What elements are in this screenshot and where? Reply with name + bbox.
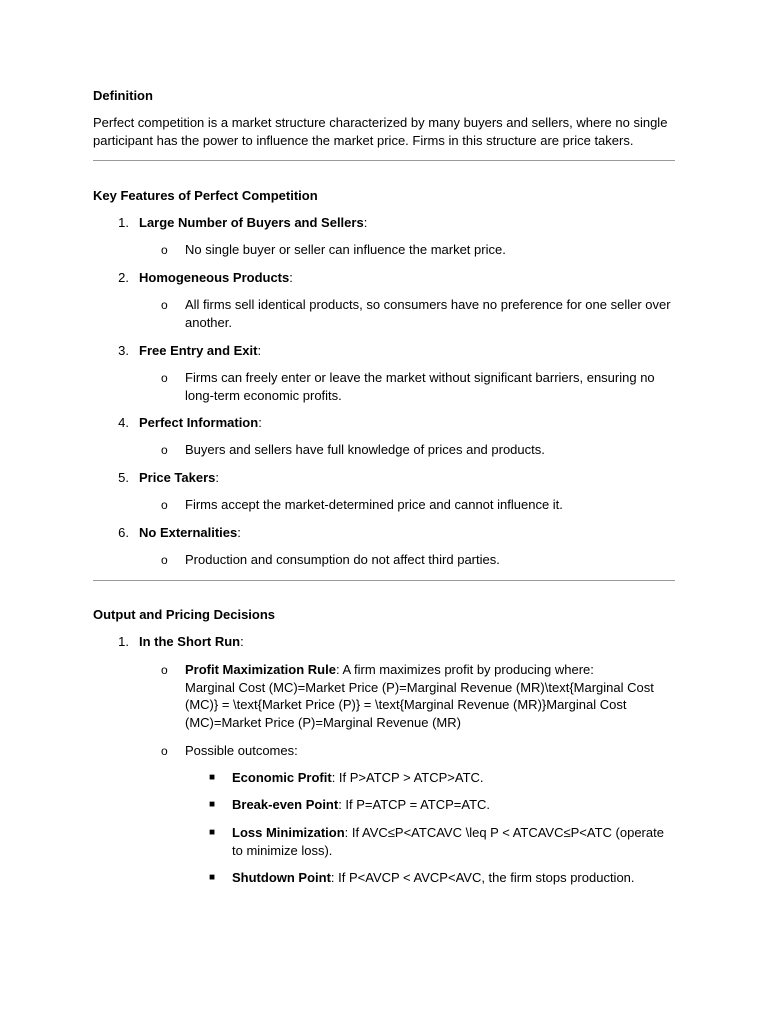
section-title: In the Short Run — [139, 634, 241, 649]
feature-title: Large Number of Buyers and Sellers — [139, 215, 364, 230]
feature-title: Free Entry and Exit — [139, 343, 258, 358]
feature-detail: All firms sell identical products, so consumers have no preference for one seller over another. — [185, 297, 671, 330]
output-heading: Output and Pricing Decisions — [93, 607, 276, 622]
square-bullet-icon: ■ — [209, 827, 216, 838]
rule-formula: Marginal Cost (MC)=Market Price (P)=Marginal Revenue (MR)\text{Marginal Cost (MC)} = \text{Market Price (P)} = \text{Marginal Revenue (MR)}Marginal Cost (MC)=Market Price (P)=Marginal Revenue (MR) — [185, 679, 654, 730]
bullet-icon: o — [161, 298, 168, 312]
list-number: 1. — [118, 215, 129, 230]
definition-text: Perfect competition is a market structure characterized by many buyers and sellers, where no single participant has the power to influence the market price. Firms in this structure are price takers. — [93, 115, 668, 148]
features-heading: Key Features of Perfect Competition — [93, 188, 318, 203]
feature-title: Price Takers — [139, 470, 216, 485]
feature-title: No Externalities — [139, 525, 238, 540]
colon: : — [363, 215, 368, 230]
list-number: 5. — [118, 470, 129, 485]
outcome-text: : If P>ATCP > ATCP>ATC. — [331, 770, 484, 785]
outcome-text: : If P<AVCP < AVCP<AVC, the firm stops production. — [330, 870, 635, 885]
bullet-icon: o — [161, 443, 168, 457]
definition-heading: Definition — [93, 88, 153, 103]
outcome-title: Loss Minimization — [232, 825, 345, 840]
feature-title: Perfect Information — [139, 415, 259, 430]
list-number: 6. — [118, 525, 129, 540]
feature-detail: Firms accept the market-determined price and cannot influence it. — [185, 497, 563, 512]
feature-detail: No single buyer or seller can influence the market price. — [185, 242, 506, 257]
outcomes-label: Possible outcomes: — [185, 743, 298, 758]
bullet-icon: o — [161, 498, 168, 512]
divider — [93, 580, 675, 581]
feature-detail: Firms can freely enter or leave the market without significant barriers, ensuring no long-term economic profits. — [185, 370, 655, 403]
square-bullet-icon: ■ — [209, 799, 216, 810]
list-item — [93, 661, 675, 733]
colon: : — [237, 525, 241, 540]
rule-text: : A firm maximizes profit by producing where: — [335, 662, 594, 677]
bullet-icon: o — [161, 553, 168, 567]
divider — [93, 160, 675, 161]
outcome-text: : If P=ATCP = ATCP=ATC. — [338, 797, 491, 812]
square-bullet-icon: ■ — [209, 772, 216, 783]
bullet-icon: o — [161, 371, 168, 385]
feature-detail: Buyers and sellers have full knowledge of prices and products. — [185, 442, 545, 457]
feature-title: Homogeneous Products — [139, 270, 290, 285]
outcome-title: Shutdown Point — [232, 870, 331, 885]
list-number: 1. — [118, 634, 129, 649]
rule-title: Profit Maximization Rule — [185, 662, 336, 677]
list-number: 3. — [118, 343, 129, 358]
colon: : — [240, 634, 244, 649]
bullet-icon: o — [161, 744, 168, 758]
outcome-title: Break-even Point — [232, 797, 339, 812]
outcome-title: Economic Profit — [232, 770, 332, 785]
colon: : — [289, 270, 293, 285]
colon: : — [215, 470, 219, 485]
list-number: 4. — [118, 415, 129, 430]
bullet-icon: o — [161, 243, 168, 257]
colon: : — [257, 343, 262, 358]
outcome-text: : If AVC≤P<ATCAVC \leq P < ATCAVC≤P<ATC (operate to minimize loss). — [232, 825, 664, 858]
colon: : — [258, 415, 262, 430]
square-bullet-icon: ■ — [209, 872, 216, 883]
list-number: 2. — [118, 270, 129, 285]
feature-detail: Production and consumption do not affect third parties. — [185, 552, 500, 567]
bullet-icon: o — [161, 663, 168, 677]
